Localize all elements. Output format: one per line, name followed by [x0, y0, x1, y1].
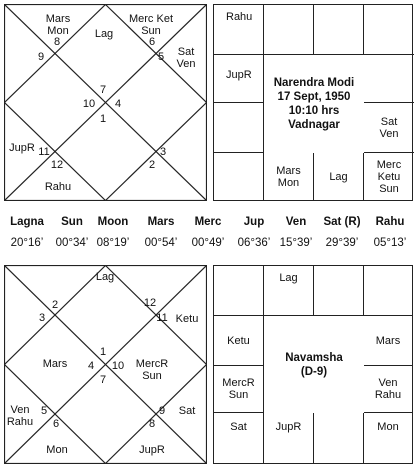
- chart-cell: Lag: [314, 153, 364, 200]
- chart-cell: Ven Rahu: [364, 366, 412, 413]
- chart-cell: Rahu: [214, 5, 264, 55]
- house-number: 1: [99, 346, 107, 358]
- value-moon: 08°19’: [96, 237, 130, 249]
- house-number: 3: [159, 146, 167, 158]
- value-mars: 00°54’: [144, 237, 178, 249]
- house-number: 7: [99, 84, 107, 96]
- chart-cell: Mars Mon: [264, 153, 314, 200]
- chart-cell: JupR: [264, 413, 314, 463]
- value-rahu: 05°13’: [373, 237, 407, 249]
- rasi-north-chart: [4, 4, 207, 201]
- house-number: 10: [82, 98, 96, 110]
- chart-cell: [264, 5, 314, 55]
- house-planets: Mars: [42, 358, 68, 370]
- house-number: 2: [51, 299, 59, 311]
- chart-title: Navamsha: [285, 351, 343, 364]
- house-number: 12: [50, 159, 64, 171]
- house-number: 11: [156, 312, 168, 324]
- house-number: 12: [143, 297, 157, 309]
- house-number: 5: [40, 405, 48, 417]
- value-jup: 06°36’: [237, 237, 271, 249]
- birth-date: 17 Sept, 1950: [277, 91, 351, 103]
- house-number: 8: [148, 418, 156, 430]
- house-planets: Lag: [94, 28, 114, 40]
- house-planets: Mars Mon: [45, 13, 71, 37]
- chart-cell: Ketu: [214, 316, 264, 366]
- chart-cell: Mon: [377, 421, 399, 433]
- house-planets: Mon: [46, 444, 68, 456]
- header-jup: Jup: [243, 216, 265, 228]
- house-number: 5: [157, 51, 165, 63]
- value-sat: 29°39’: [325, 237, 359, 249]
- house-number: 9: [37, 51, 45, 63]
- house-planets: Sat: [178, 405, 196, 417]
- chart-cell: [214, 153, 264, 200]
- birth-place: Vadnagar: [288, 119, 340, 131]
- header-rahu: Rahu: [375, 216, 405, 228]
- chart-cell: JupR: [214, 55, 264, 103]
- rasi-south-chart: [213, 4, 413, 201]
- house-number: 10: [111, 360, 125, 372]
- house-number: 3: [38, 312, 46, 324]
- chart-center-info: [264, 55, 364, 153]
- chart-cell: [214, 103, 264, 153]
- navamsha-south-chart: [213, 265, 413, 464]
- house-number: 8: [53, 36, 61, 48]
- header-sun: Sun: [61, 216, 83, 228]
- value-merc: 00°49’: [191, 237, 225, 249]
- birth-time: 10:10 hrs: [288, 105, 340, 117]
- chart-cell: Sat: [214, 413, 264, 463]
- chart-cell: [214, 266, 264, 316]
- chart-cell: [364, 266, 412, 316]
- house-number: 4: [87, 360, 95, 372]
- house-planets: Rahu: [44, 181, 72, 193]
- house-planets: MercR Sun: [135, 358, 169, 382]
- value-sun: 00°34’: [55, 237, 89, 249]
- header-sat: Sat (R): [323, 216, 361, 228]
- header-moon: Moon: [97, 216, 129, 228]
- chart-cell: Lag: [264, 266, 314, 316]
- house-planets: Lag: [95, 271, 115, 283]
- header-merc: Merc: [194, 216, 222, 228]
- house-number: 6: [148, 36, 156, 48]
- house-number: 11: [38, 146, 50, 158]
- value-lagna: 20°16’: [10, 237, 44, 249]
- house-planets: Ketu: [175, 313, 199, 325]
- chart-cell: Sat Ven: [364, 103, 414, 153]
- house-planets: Merc Ket Sun: [128, 13, 174, 37]
- value-ven: 15°39’: [279, 237, 313, 249]
- chart-cell: [314, 266, 364, 316]
- house-planets: Ven Rahu: [6, 404, 34, 428]
- header-mars: Mars: [147, 216, 175, 228]
- house-number: 7: [99, 374, 107, 386]
- house-planets: JupR: [9, 142, 35, 154]
- chart-cell: Merc Ketu Sun: [376, 158, 402, 195]
- native-name: Narendra Modi: [273, 77, 355, 89]
- chart-cell: [364, 5, 414, 55]
- house-number: 4: [114, 98, 122, 110]
- navamsha-north-chart: [4, 265, 207, 464]
- house-planets: Sat Ven: [176, 46, 196, 70]
- chart-subtitle: (D-9): [300, 365, 328, 378]
- house-number: 9: [158, 405, 166, 417]
- chart-cell: [314, 413, 364, 463]
- chart-cell: MercR Sun: [214, 366, 264, 413]
- header-lagna: Lagna: [10, 216, 44, 228]
- chart-grid-lines: [4, 265, 207, 464]
- chart-cell: [314, 5, 364, 55]
- chart-cell: Mars: [364, 316, 412, 366]
- house-number: 6: [52, 418, 60, 430]
- header-ven: Ven: [285, 216, 307, 228]
- chart-center-info: [264, 316, 364, 413]
- house-number: 1: [99, 113, 107, 125]
- house-planets: JupR: [139, 444, 165, 456]
- chart-cell: [364, 55, 414, 103]
- house-number: 2: [148, 159, 156, 171]
